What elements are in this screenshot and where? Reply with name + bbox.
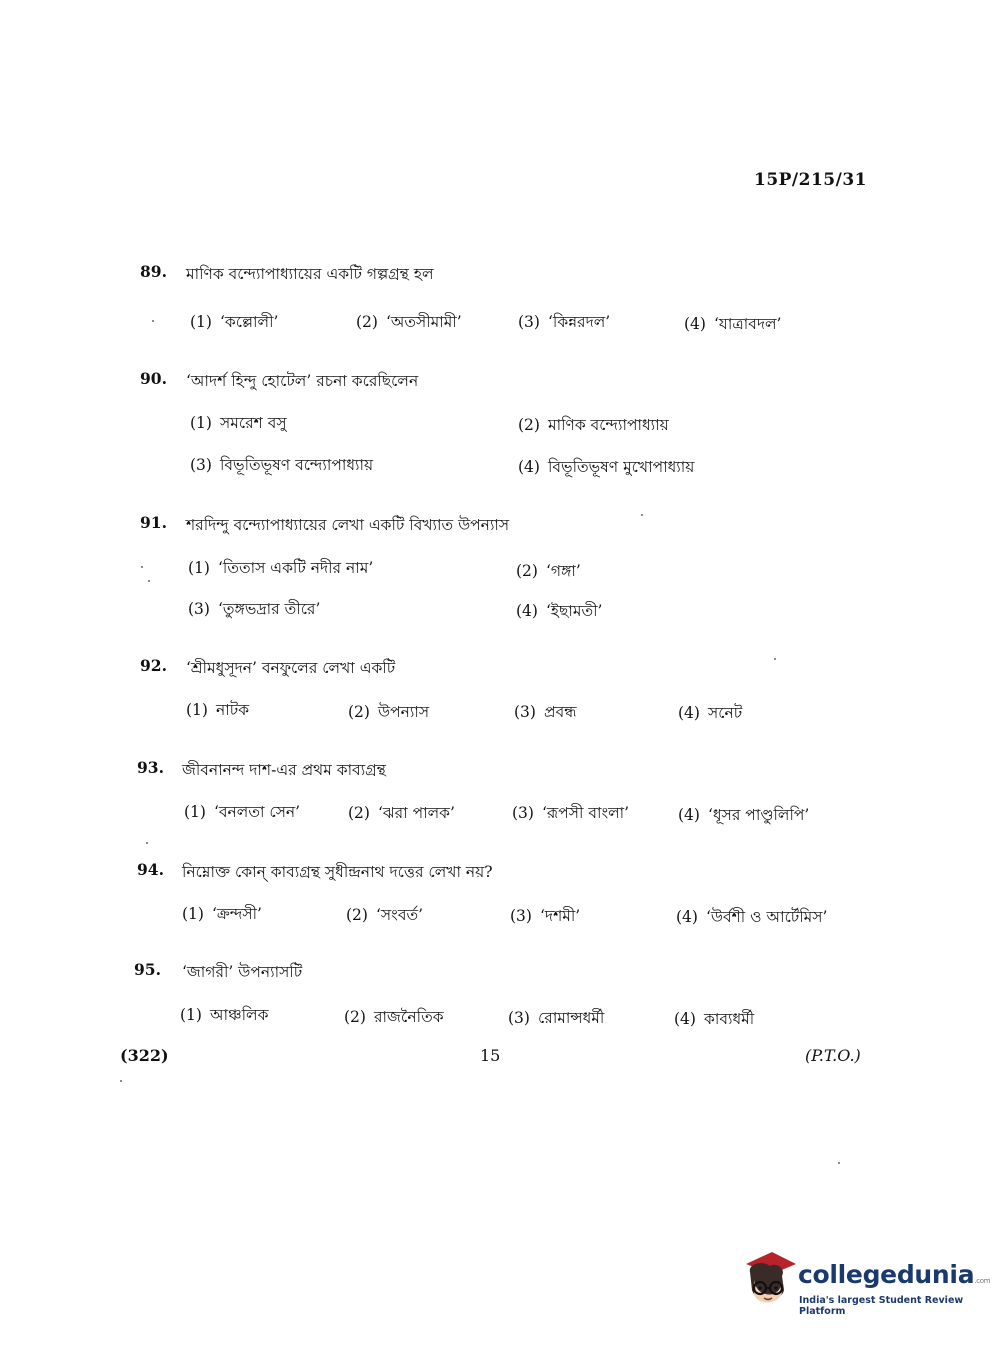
option-1: (1) ‘তিতাস একটি নদীর নাম’ bbox=[188, 559, 374, 577]
option-1: (1) ‘বনলতা সেন’ bbox=[184, 803, 301, 821]
brand-tagline: India's largest Student Review Platform bbox=[799, 1295, 964, 1317]
footer-code: (322) bbox=[120, 1046, 169, 1065]
option-2: (2) ‘অতসীমামী’ bbox=[356, 313, 462, 331]
question-text: ‘শ্রীমধুসূদন’ বনফুলের লেখা একটি bbox=[186, 659, 396, 677]
paper-code: 15P/215/31 bbox=[753, 170, 867, 190]
option-4: (4) বিভূতিভূষণ মুখোপাধ্যায় bbox=[518, 458, 695, 476]
option-3: (3) ‘রূপসী বাংলা’ bbox=[512, 804, 630, 822]
option-3: (3) বিভূতিভূষণ বন্দ্যোপাধ্যায় bbox=[190, 456, 374, 474]
option-2: (2) উপন্যাস bbox=[348, 703, 430, 721]
scan-speck bbox=[146, 842, 148, 844]
option-4: (4) ‘উর্বশী ও আর্টেমিস’ bbox=[676, 908, 828, 926]
scan-speck bbox=[120, 1080, 122, 1082]
option-4: (4) সনেট bbox=[678, 704, 743, 722]
question-number: 89. bbox=[140, 262, 167, 281]
option-2: (2) মাণিক বন্দ্যোপাধ্যায় bbox=[518, 416, 669, 434]
question-number: 92. bbox=[140, 656, 167, 675]
option-3: (3) ‘তুঙ্গভদ্রার তীরে’ bbox=[188, 600, 321, 618]
option-1: (1) সমরেশ বসু bbox=[190, 414, 287, 432]
scan-speck bbox=[148, 580, 150, 582]
question-number: 90. bbox=[140, 369, 167, 388]
question-number: 94. bbox=[137, 860, 164, 879]
option-1: (1) ‘ক্রন্দসী’ bbox=[182, 905, 262, 923]
brand-name: collegedunia.com bbox=[798, 1260, 991, 1289]
option-4: (4) ‘ধূসর পাণ্ডুলিপি’ bbox=[678, 806, 810, 824]
option-3: (3) ‘দশমী’ bbox=[510, 907, 581, 925]
option-1: (1) ‘কল্লোলী’ bbox=[190, 313, 279, 331]
option-3: (3) ‘কিন্নরদল’ bbox=[518, 313, 611, 331]
mascot-icon bbox=[742, 1250, 796, 1312]
question-text: মাণিক বন্দ্যোপাধ্যায়ের একটি গল্পগ্রন্থ হল bbox=[186, 265, 434, 283]
scan-speck bbox=[152, 320, 154, 322]
page-number: 15 bbox=[480, 1046, 501, 1065]
question-text: নিম্নোক্ত কোন্ কাব্যগ্রন্থ সুধীন্দ্রনাথ দত্তের লেখা নয়? bbox=[182, 863, 493, 881]
question-text: শরদিন্দু বন্দ্যোপাধ্যায়ের লেখা একটি বিখ্যাত উপন্যাস bbox=[186, 516, 510, 534]
question-text: ‘আদর্শ হিন্দু হোটেল’ রচনা করেছিলেন bbox=[186, 372, 419, 390]
option-1: (1) নাটক bbox=[186, 701, 250, 719]
pto-label: (P.T.O.) bbox=[805, 1046, 861, 1065]
question-number: 91. bbox=[140, 513, 167, 532]
question-text: ‘জাগরী’ উপন্যাসটি bbox=[182, 963, 303, 981]
scan-speck bbox=[774, 658, 776, 660]
scan-speck bbox=[641, 514, 643, 516]
option-3: (3) রোমান্সধর্মী bbox=[508, 1009, 605, 1027]
option-4: (4) ‘যাত্রাবদল’ bbox=[684, 315, 782, 333]
option-1: (1) আঞ্চলিক bbox=[180, 1006, 269, 1024]
question-text: জীবনানন্দ দাশ-এর প্রথম কাব্যগ্রন্থ bbox=[182, 761, 386, 779]
collegedunia-logo bbox=[742, 1248, 991, 1318]
option-4: (4) কাব্যধর্মী bbox=[674, 1010, 755, 1028]
option-2: (2) ‘গঙ্গা’ bbox=[516, 562, 581, 580]
question-number: 95. bbox=[134, 960, 161, 979]
scan-speck bbox=[838, 1162, 840, 1164]
option-2: (2) ‘সংবর্ত’ bbox=[346, 906, 424, 924]
option-2: (2) ‘ঝরা পালক’ bbox=[348, 804, 455, 822]
question-number: 93. bbox=[137, 758, 164, 777]
option-4: (4) ‘ইছামতী’ bbox=[516, 602, 603, 620]
scan-speck bbox=[141, 566, 143, 568]
option-2: (2) রাজনৈতিক bbox=[344, 1008, 444, 1026]
option-3: (3) প্রবন্ধ bbox=[514, 703, 577, 721]
